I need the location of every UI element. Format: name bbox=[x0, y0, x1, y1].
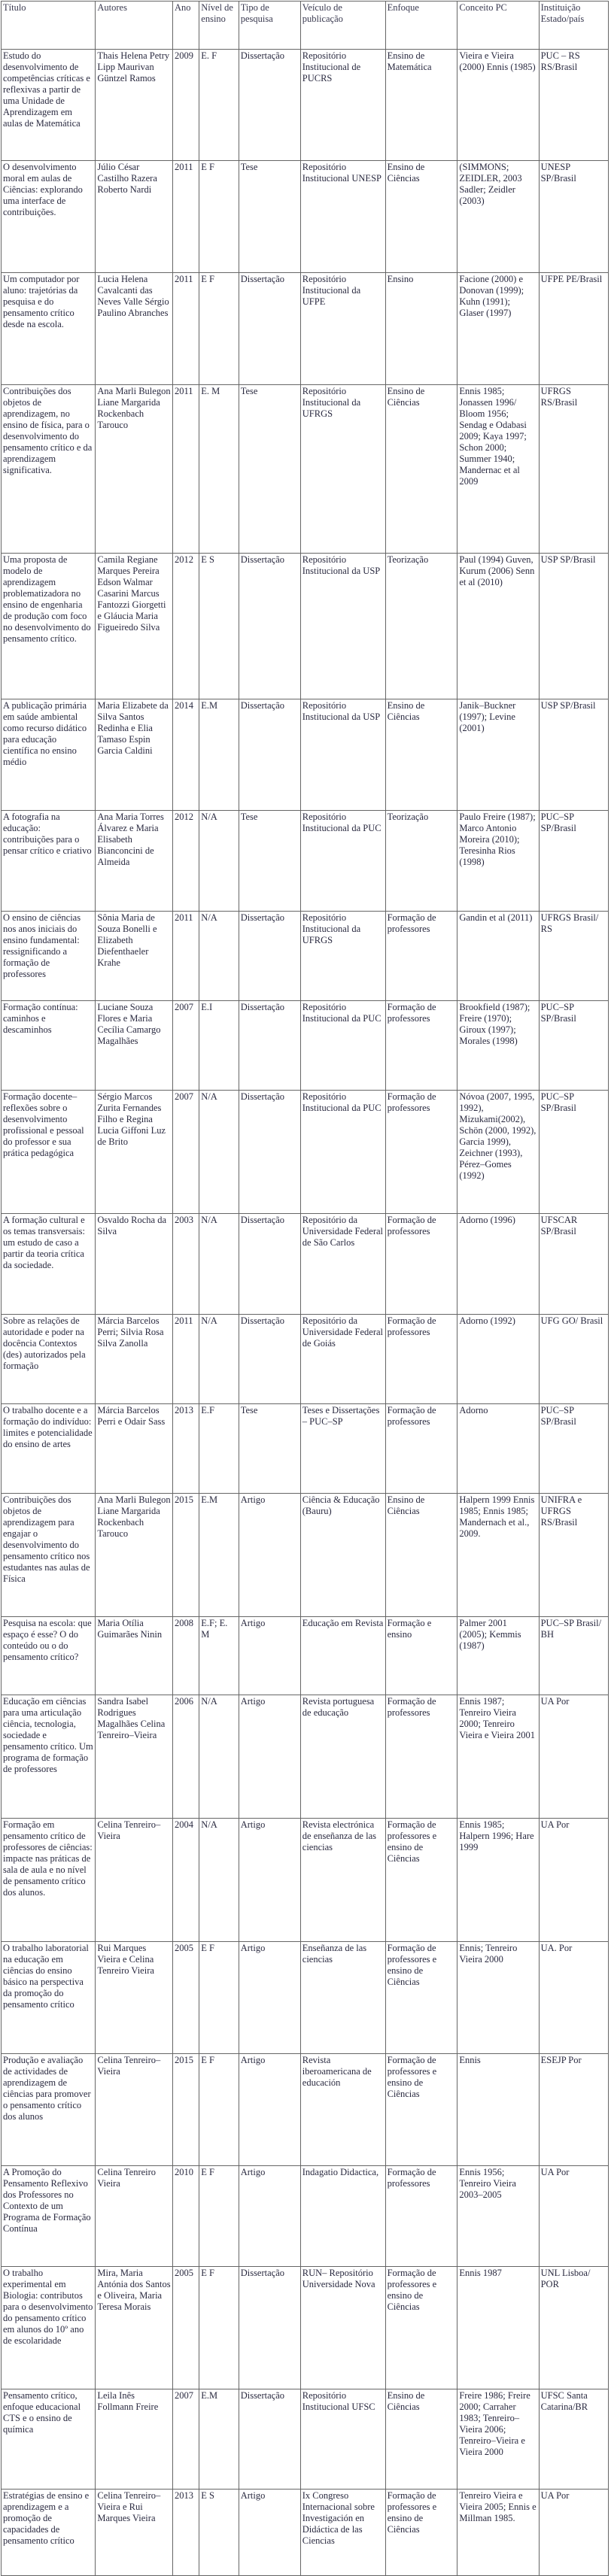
cell-titulo: Produção e avaliação de actividades de aprendizagem de ciências para promover o pensamento crítico dos alunos bbox=[2, 2054, 96, 2166]
cell-conceito-pc: Paulo Freire (1987); Marco Antonio Moreira (2010); Teresinha Rios (1998) bbox=[457, 811, 539, 912]
cell-instituicao: USP SP/Brasil bbox=[539, 699, 608, 811]
cell-instituicao: UFPE PE/Brasil bbox=[539, 273, 608, 385]
cell-autores: Ana Marli Bulegon Liane Margarida Rockenbach Tarouco bbox=[96, 1494, 173, 1617]
cell-titulo: Um computador por aluno: trajetórias da pesquisa e do pensamento crítico desde na escola. bbox=[2, 273, 96, 385]
header-enfoque: Enfoque bbox=[385, 2, 457, 50]
cell-instituicao: PUC–SP Brasil/ BH bbox=[539, 1617, 608, 1695]
cell-nivel-de-ensino: E S bbox=[199, 554, 239, 699]
cell-tipo-de-pesquisa: Artigo bbox=[239, 2490, 300, 2576]
table-row bbox=[2, 811, 609, 912]
table-row bbox=[2, 2054, 609, 2166]
header-titulo: Título bbox=[2, 2, 96, 50]
header-row bbox=[2, 2, 609, 50]
cell-enfoque: Formação de professores e ensino de Ciências bbox=[385, 2490, 457, 2576]
cell-enfoque: Ensino bbox=[385, 273, 457, 385]
cell-enfoque: Ensino de Ciências bbox=[385, 1494, 457, 1617]
cell-veiculo-de-publicacao: Revista portuguesa de educação bbox=[300, 1695, 385, 1819]
table-row bbox=[2, 912, 609, 1001]
cell-conceito-pc: Ennis 1987 bbox=[457, 2267, 539, 2389]
cell-nivel-de-ensino: E.I bbox=[199, 1001, 239, 1091]
cell-autores: Osvaldo Rocha da Silva bbox=[96, 1214, 173, 1315]
header-tipo-de-pesquisa: Tipo de pesquisa bbox=[239, 2, 300, 50]
cell-enfoque: Ensino de Ciências bbox=[385, 385, 457, 554]
cell-autores: Thais Helena Petry Lipp Maurivan Güntzel Ramos bbox=[96, 50, 173, 161]
cell-titulo: A fotografia na educação: contribuições para o pensar crítico e criativo bbox=[2, 811, 96, 912]
cell-ano: 2007 bbox=[172, 1091, 199, 1214]
table-row bbox=[2, 1617, 609, 1695]
cell-tipo-de-pesquisa: Dissertação bbox=[239, 2389, 300, 2490]
cell-autores: Celina Tenreiro–Vieira e Rui Marques Vieira bbox=[96, 2490, 173, 2576]
cell-conceito-pc: Vieira e Vieira (2000) Ennis (1985) bbox=[457, 50, 539, 161]
cell-veiculo-de-publicacao: Repositório da Universidade Federal de São Carlos bbox=[300, 1214, 385, 1315]
header-conceito-pc: Conceito PC bbox=[457, 2, 539, 50]
table-row bbox=[2, 50, 609, 161]
table-row bbox=[2, 1214, 609, 1315]
table-row bbox=[2, 2389, 609, 2490]
cell-enfoque: Teorização bbox=[385, 554, 457, 699]
cell-autores: Sandra Isabel Rodrigues Magalhães Celina Tenreiro–Vieira bbox=[96, 1695, 173, 1819]
cell-conceito-pc: Ennis 1985; Jonassen 1996/ Bloom 1956; Sendag e Odabasi 2009; Kaya 1997; Schon 2000; Summer 1940; Mandernac et al 2009 bbox=[457, 385, 539, 554]
cell-veiculo-de-publicacao: Repositório Institucional da UFRGS bbox=[300, 912, 385, 1001]
cell-ano: 2013 bbox=[172, 2490, 199, 2576]
cell-conceito-pc: Paul (1994) Guven, Kurum (2006) Senn et al (2010) bbox=[457, 554, 539, 699]
cell-nivel-de-ensino: E.M bbox=[199, 2389, 239, 2490]
cell-titulo: Formação em pensamento crítico de professores de ciências: impacte nas práticas de sala de aula e no nível de pensamento crítico dos alunos. bbox=[2, 1819, 96, 1942]
table-row bbox=[2, 1091, 609, 1214]
cell-conceito-pc: Nóvoa (2007, 1995, 1992), Mizukami(2002), Schön (2000, 1992), Garcia 1999), Zeichner (1993), Pérez–Gomes (1992) bbox=[457, 1091, 539, 1214]
cell-enfoque: Ensino de Matemática bbox=[385, 50, 457, 161]
cell-instituicao: PUC–SP SP/Brasil bbox=[539, 1404, 608, 1494]
cell-instituicao: UFRGS RS/Brasil bbox=[539, 385, 608, 554]
cell-conceito-pc: Ennis 1985; Halpern 1996; Hare 1999 bbox=[457, 1819, 539, 1942]
cell-instituicao: UA. Por bbox=[539, 1942, 608, 2054]
cell-autores: Sérgio Marcos Zurita Fernandes Filho e Regina Lucia Giffoni Luz de Brito bbox=[96, 1091, 173, 1214]
table-row bbox=[2, 161, 609, 273]
cell-enfoque: Formação de professores e ensino de Ciências bbox=[385, 1819, 457, 1942]
cell-nivel-de-ensino: N/A bbox=[199, 1695, 239, 1819]
cell-ano: 2011 bbox=[172, 273, 199, 385]
cell-enfoque: Ensino de Ciências bbox=[385, 2389, 457, 2490]
cell-tipo-de-pesquisa: Artigo bbox=[239, 2054, 300, 2166]
cell-ano: 2003 bbox=[172, 1214, 199, 1315]
cell-autores: Luciane Souza Flores e Maria Cecília Camargo Magalhães bbox=[96, 1001, 173, 1091]
cell-titulo: Contribuições dos objetos de aprendizagem, no ensino de física, para o desenvolvimento do pensamento crítico e da aprendizagem significativa. bbox=[2, 385, 96, 554]
cell-enfoque: Formação de professores bbox=[385, 1214, 457, 1315]
cell-tipo-de-pesquisa: Tese bbox=[239, 161, 300, 273]
cell-titulo: O trabalho docente e a formação do indivíduo: limites e potencialidade do ensino de artes bbox=[2, 1404, 96, 1494]
cell-tipo-de-pesquisa: Artigo bbox=[239, 1942, 300, 2054]
cell-ano: 2011 bbox=[172, 161, 199, 273]
cell-enfoque: Formação de professores bbox=[385, 1315, 457, 1404]
cell-instituicao: UNIFRA e UFRGS RS/Brasil bbox=[539, 1494, 608, 1617]
cell-enfoque: Formação de professores bbox=[385, 1404, 457, 1494]
cell-autores: Rui Marques Vieira e Celina Tenreiro Vieira bbox=[96, 1942, 173, 2054]
cell-tipo-de-pesquisa: Dissertação bbox=[239, 912, 300, 1001]
cell-titulo: Formação docente–reflexões sobre o desenvolvimento profissional e pessoal do professor e sua prática pedagógica bbox=[2, 1091, 96, 1214]
cell-titulo: O ensino de ciências nos anos iniciais do ensino fundamental: ressignificando a formação de professores bbox=[2, 912, 96, 1001]
header-instituicao: Instituição Estado/país bbox=[539, 2, 608, 50]
cell-nivel-de-ensino: N/A bbox=[199, 1091, 239, 1214]
cell-instituicao: PUC – RS RS/Brasil bbox=[539, 50, 608, 161]
cell-veiculo-de-publicacao: Ciência & Educação (Bauru) bbox=[300, 1494, 385, 1617]
cell-titulo: Pensamento crítico, enfoque educacional CTS e o ensino de química bbox=[2, 2389, 96, 2490]
cell-veiculo-de-publicacao: Repositório Institucional de PUCRS bbox=[300, 50, 385, 161]
cell-ano: 2005 bbox=[172, 2267, 199, 2389]
cell-titulo: O desenvolvimento moral em aulas de Ciências: explorando uma interface de contribuições. bbox=[2, 161, 96, 273]
cell-nivel-de-ensino: E F bbox=[199, 161, 239, 273]
table-row bbox=[2, 2267, 609, 2389]
cell-ano: 2011 bbox=[172, 385, 199, 554]
table-row bbox=[2, 1315, 609, 1404]
cell-nivel-de-ensino: E F bbox=[199, 1942, 239, 2054]
cell-ano: 2007 bbox=[172, 2389, 199, 2490]
cell-conceito-pc: (SIMMONS; ZEIDLER, 2003 Sadler; Zeidler (2003) bbox=[457, 161, 539, 273]
cell-instituicao: UFSCAR SP/Brasil bbox=[539, 1214, 608, 1315]
table-row bbox=[2, 273, 609, 385]
cell-nivel-de-ensino: E F bbox=[199, 273, 239, 385]
table-row bbox=[2, 1404, 609, 1494]
cell-enfoque: Formação e ensino bbox=[385, 1617, 457, 1695]
cell-titulo: Estudo do desenvolvimento de competências críticas e reflexivas a partir de uma Unidade de Aprendizagem em aulas de Matemática bbox=[2, 50, 96, 161]
cell-instituicao: USP SP/Brasil bbox=[539, 554, 608, 699]
cell-instituicao: UNESP SP/Brasil bbox=[539, 161, 608, 273]
cell-ano: 2008 bbox=[172, 1617, 199, 1695]
cell-ano: 2015 bbox=[172, 1494, 199, 1617]
cell-titulo: Educação em ciências para uma articulação ciência, tecnologia, sociedade e pensamento crítico. Um programa de formação de professores bbox=[2, 1695, 96, 1819]
cell-enfoque: Ensino de Ciências bbox=[385, 161, 457, 273]
cell-tipo-de-pesquisa: Dissertação bbox=[239, 554, 300, 699]
cell-conceito-pc: Ennis bbox=[457, 2054, 539, 2166]
cell-autores: Márcia Barcelos Perri; Silvia Rosa Silva Zanolla bbox=[96, 1315, 173, 1404]
cell-conceito-pc: Palmer 2001 (2005); Kemmis (1987) bbox=[457, 1617, 539, 1695]
cell-enfoque: Formação de professores bbox=[385, 912, 457, 1001]
header-ano: Ano bbox=[172, 2, 199, 50]
table-row bbox=[2, 1001, 609, 1091]
cell-titulo: Sobre as relações de autoridade e poder na docência Contextos (des) autorizados pela formação bbox=[2, 1315, 96, 1404]
cell-titulo: Formação contínua: caminhos e descaminhos bbox=[2, 1001, 96, 1091]
table-row bbox=[2, 1819, 609, 1942]
cell-nivel-de-ensino: E. F bbox=[199, 50, 239, 161]
cell-veiculo-de-publicacao: Revista iberoamericana de educación bbox=[300, 2054, 385, 2166]
table-row bbox=[2, 1494, 609, 1617]
cell-conceito-pc: Ennis 1956; Tenreiro Vieira 2003–2005 bbox=[457, 2166, 539, 2267]
cell-autores: Celina Tenreiro–Vieira bbox=[96, 2054, 173, 2166]
cell-veiculo-de-publicacao: Repositório Institucional UNESP bbox=[300, 161, 385, 273]
cell-instituicao: UA Por bbox=[539, 1695, 608, 1819]
cell-veiculo-de-publicacao: Repositório Institucional da PUC bbox=[300, 1091, 385, 1214]
cell-instituicao: UA Por bbox=[539, 1819, 608, 1942]
header-autores: Autores bbox=[96, 2, 173, 50]
cell-ano: 2012 bbox=[172, 811, 199, 912]
cell-autores: Ana Marli Bulegon Liane Margarida Rockenbach Tarouco bbox=[96, 385, 173, 554]
cell-titulo: Pesquisa na escola: que espaço é esse? O do conteúdo ou o do pensamento crítico? bbox=[2, 1617, 96, 1695]
studies-table bbox=[1, 1, 609, 2576]
table-header bbox=[2, 2, 609, 50]
cell-instituicao: UA Por bbox=[539, 2490, 608, 2576]
cell-titulo: A Promoção do Pensamento Reflexivo dos Professores no Contexto de um Programa de Formação Contínua bbox=[2, 2166, 96, 2267]
cell-autores: Celina Tenreiro Vieira bbox=[96, 2166, 173, 2267]
cell-ano: 2005 bbox=[172, 1942, 199, 2054]
cell-enfoque: Formação de professores bbox=[385, 1695, 457, 1819]
cell-titulo: A publicação primária em saúde ambiental como recurso didático para educação científica no ensino médio bbox=[2, 699, 96, 811]
cell-nivel-de-ensino: E S bbox=[199, 2490, 239, 2576]
cell-conceito-pc: Tenreiro Vieira e Vieira 2005; Ennis e Millman 1985. bbox=[457, 2490, 539, 2576]
cell-autores: Maria Otília Guimarães Ninin bbox=[96, 1617, 173, 1695]
cell-autores: Márcia Barcelos Perri e Odair Sass bbox=[96, 1404, 173, 1494]
cell-autores: Ana Maria Torres Álvarez e Maria Elisabeth Bianconcini de Almeida bbox=[96, 811, 173, 912]
cell-autores: Lucia Helena Cavalcanti das Neves Valle Sérgio Paulino Abranches bbox=[96, 273, 173, 385]
table-row bbox=[2, 554, 609, 699]
cell-nivel-de-ensino: E F bbox=[199, 2166, 239, 2267]
cell-ano: 2012 bbox=[172, 554, 199, 699]
table-row bbox=[2, 2490, 609, 2576]
cell-autores: Celina Tenreiro–Vieira bbox=[96, 1819, 173, 1942]
cell-autores: Sônia Maria de Souza Bonelli e Elizabeth Diefenthaeler Krahe bbox=[96, 912, 173, 1001]
cell-instituicao: UNL Lisboa/ POR bbox=[539, 2267, 608, 2389]
table-row bbox=[2, 699, 609, 811]
cell-instituicao: PUC–SP SP/Brasil bbox=[539, 1091, 608, 1214]
cell-instituicao: UFRGS Brasil/ RS bbox=[539, 912, 608, 1001]
cell-nivel-de-ensino: E.F bbox=[199, 1404, 239, 1494]
cell-nivel-de-ensino: E.M bbox=[199, 1494, 239, 1617]
header-veiculo-de-publicacao: Veículo de publicação bbox=[300, 2, 385, 50]
cell-veiculo-de-publicacao: Repositório Institucional da PUC bbox=[300, 811, 385, 912]
table-body bbox=[2, 50, 609, 2576]
table-row bbox=[2, 1695, 609, 1819]
cell-tipo-de-pesquisa: Artigo bbox=[239, 2166, 300, 2267]
cell-ano: 2011 bbox=[172, 912, 199, 1001]
cell-tipo-de-pesquisa: Dissertação bbox=[239, 699, 300, 811]
cell-tipo-de-pesquisa: Artigo bbox=[239, 1617, 300, 1695]
cell-conceito-pc: Adorno bbox=[457, 1404, 539, 1494]
cell-veiculo-de-publicacao: Repositório da Universidade Federal de Goiás bbox=[300, 1315, 385, 1404]
cell-nivel-de-ensino: N/A bbox=[199, 1214, 239, 1315]
cell-nivel-de-ensino: N/A bbox=[199, 1315, 239, 1404]
cell-conceito-pc: Facione (2000) e Donovan (1999); Kuhn (1991); Glaser (1997) bbox=[457, 273, 539, 385]
cell-instituicao: PUC–SP SP/Brasil bbox=[539, 1001, 608, 1091]
cell-veiculo-de-publicacao: Repositório Institucional da UFPE bbox=[300, 273, 385, 385]
cell-veiculo-de-publicacao: Repositório Institucional da USP bbox=[300, 699, 385, 811]
cell-nivel-de-ensino: N/A bbox=[199, 1819, 239, 1942]
cell-tipo-de-pesquisa: Dissertação bbox=[239, 1001, 300, 1091]
cell-tipo-de-pesquisa: Dissertação bbox=[239, 2267, 300, 2389]
cell-nivel-de-ensino: E.M bbox=[199, 699, 239, 811]
table-row bbox=[2, 385, 609, 554]
cell-ano: 2007 bbox=[172, 1001, 199, 1091]
cell-conceito-pc: Ennis; Tenreiro Vieira 2000 bbox=[457, 1942, 539, 2054]
cell-instituicao: UFG GO/ Brasil bbox=[539, 1315, 608, 1404]
cell-veiculo-de-publicacao: Repositório Institucional UFSC bbox=[300, 2389, 385, 2490]
cell-veiculo-de-publicacao: Repositório Institucional da UFRGS bbox=[300, 385, 385, 554]
cell-titulo: O trabalho laboratorial na educação em ciências do ensino básico na perspectiva da promoção do pensamento crítico bbox=[2, 1942, 96, 2054]
cell-instituicao: PUC–SP SP/Brasil bbox=[539, 811, 608, 912]
cell-veiculo-de-publicacao: Repositório Institucional da PUC bbox=[300, 1001, 385, 1091]
cell-enfoque: Formação de professores e ensino de Ciências bbox=[385, 2267, 457, 2389]
cell-conceito-pc: Freire 1986; Freire 2000; Carraher 1983; Tenreiro–Vieira 2006; Tenreiro–Vieira e Vieira 2000 bbox=[457, 2389, 539, 2490]
cell-conceito-pc: Adorno (1996) bbox=[457, 1214, 539, 1315]
cell-veiculo-de-publicacao: Repositório Institucional da USP bbox=[300, 554, 385, 699]
cell-autores: Leila Inês Follmann Freire bbox=[96, 2389, 173, 2490]
cell-ano: 2006 bbox=[172, 1695, 199, 1819]
cell-veiculo-de-publicacao: RUN– Repositório Universidade Nova bbox=[300, 2267, 385, 2389]
cell-instituicao: ESEJP Por bbox=[539, 2054, 608, 2166]
cell-ano: 2015 bbox=[172, 2054, 199, 2166]
cell-titulo: A formação cultural e os temas transversais: um estudo de caso a partir da teoria crítica da sociedade. bbox=[2, 1214, 96, 1315]
cell-autores: Mira, Maria Antónia dos Santos e Oliveira, Maria Teresa Morais bbox=[96, 2267, 173, 2389]
cell-titulo: Estratégias de ensino e aprendizagem e a promoção de capacidades de pensamento crítico bbox=[2, 2490, 96, 2576]
cell-enfoque: Ensino de Ciências bbox=[385, 699, 457, 811]
cell-veiculo-de-publicacao: Revista electrónica de enseñanza de las ciencias bbox=[300, 1819, 385, 1942]
cell-tipo-de-pesquisa: Dissertação bbox=[239, 1091, 300, 1214]
cell-tipo-de-pesquisa: Artigo bbox=[239, 1819, 300, 1942]
cell-nivel-de-ensino: E.F; E. M bbox=[199, 1617, 239, 1695]
cell-nivel-de-ensino: E F bbox=[199, 2054, 239, 2166]
cell-tipo-de-pesquisa: Artigo bbox=[239, 1695, 300, 1819]
cell-nivel-de-ensino: E F bbox=[199, 2267, 239, 2389]
cell-conceito-pc: Ennis 1987; Tenreiro Vieira 2000; Tenreiro Vieira e Vieira 2001 bbox=[457, 1695, 539, 1819]
cell-conceito-pc: Janik–Buckner (1997); Levine (2001) bbox=[457, 699, 539, 811]
cell-titulo: Contribuições dos objetos de aprendizagem para engajar o desenvolvimento do pensamento crítico nos estudantes nas aulas de Física bbox=[2, 1494, 96, 1617]
cell-tipo-de-pesquisa: Dissertação bbox=[239, 273, 300, 385]
cell-veiculo-de-publicacao: Ix Congreso Internacional sobre Investigación en Didáctica de las Ciencias bbox=[300, 2490, 385, 2576]
cell-ano: 2013 bbox=[172, 1404, 199, 1494]
cell-veiculo-de-publicacao: Teses e Dissertações – PUC–SP bbox=[300, 1404, 385, 1494]
cell-autores: Maria Elizabete da Silva Santos Redinha e Elia Tamaso Espin Garcia Caldini bbox=[96, 699, 173, 811]
cell-conceito-pc: Adorno (1992) bbox=[457, 1315, 539, 1404]
cell-tipo-de-pesquisa: Artigo bbox=[239, 1494, 300, 1617]
cell-conceito-pc: Gandin et al (2011) bbox=[457, 912, 539, 1001]
table-row bbox=[2, 1942, 609, 2054]
cell-ano: 2009 bbox=[172, 50, 199, 161]
cell-titulo: O trabalho experimental em Biologia: contributos para o desenvolvimento do pensamento crítico em alunos do 10º ano de escolaridade bbox=[2, 2267, 96, 2389]
cell-enfoque: Formação de professores bbox=[385, 1001, 457, 1091]
cell-veiculo-de-publicacao: Enseñanza de las ciencias bbox=[300, 1942, 385, 2054]
cell-ano: 2004 bbox=[172, 1819, 199, 1942]
cell-ano: 2011 bbox=[172, 1315, 199, 1404]
cell-tipo-de-pesquisa: Dissertação bbox=[239, 50, 300, 161]
cell-tipo-de-pesquisa: Dissertação bbox=[239, 1214, 300, 1315]
cell-enfoque: Formação de professores e ensino de Ciências bbox=[385, 2054, 457, 2166]
cell-nivel-de-ensino: N/A bbox=[199, 811, 239, 912]
cell-autores: Júlio César Castilho Razera Roberto Nardi bbox=[96, 161, 173, 273]
cell-instituicao: UFSC Santa Catarina/BR bbox=[539, 2389, 608, 2490]
cell-enfoque: Formação de professores bbox=[385, 1091, 457, 1214]
cell-enfoque: Teorização bbox=[385, 811, 457, 912]
cell-tipo-de-pesquisa: Tese bbox=[239, 385, 300, 554]
cell-enfoque: Formação de professores bbox=[385, 2166, 457, 2267]
cell-tipo-de-pesquisa: Tese bbox=[239, 811, 300, 912]
cell-nivel-de-ensino: E. M bbox=[199, 385, 239, 554]
cell-titulo: Uma proposta de modelo de aprendizagem problematizadora no ensino de engenharia de produção com foco no desenvolvimento do pensamento crítico. bbox=[2, 554, 96, 699]
cell-autores: Camila Regiane Marques Pereira Edson Walmar Casarini Marcus Fantozzi Giorgetti e Gláucia Maria Figueiredo Silva bbox=[96, 554, 173, 699]
cell-instituicao: UA Por bbox=[539, 2166, 608, 2267]
cell-ano: 2010 bbox=[172, 2166, 199, 2267]
cell-ano: 2014 bbox=[172, 699, 199, 811]
header-nivel-de-ensino: Nível de ensino bbox=[199, 2, 239, 50]
cell-nivel-de-ensino: N/A bbox=[199, 912, 239, 1001]
cell-conceito-pc: Halpern 1999 Ennis 1985; Ennis 1985; Mandernach et al., 2009. bbox=[457, 1494, 539, 1617]
cell-conceito-pc: Brookfield (1987); Freire (1970); Giroux (1997); Morales (1998) bbox=[457, 1001, 539, 1091]
cell-tipo-de-pesquisa: Tese bbox=[239, 1404, 300, 1494]
cell-veiculo-de-publicacao: Educação em Revista bbox=[300, 1617, 385, 1695]
cell-tipo-de-pesquisa: Dissertação bbox=[239, 1315, 300, 1404]
cell-enfoque: Formação de professores e ensino de Ciências bbox=[385, 1942, 457, 2054]
table-row bbox=[2, 2166, 609, 2267]
cell-veiculo-de-publicacao: Indagatio Didactica, bbox=[300, 2166, 385, 2267]
